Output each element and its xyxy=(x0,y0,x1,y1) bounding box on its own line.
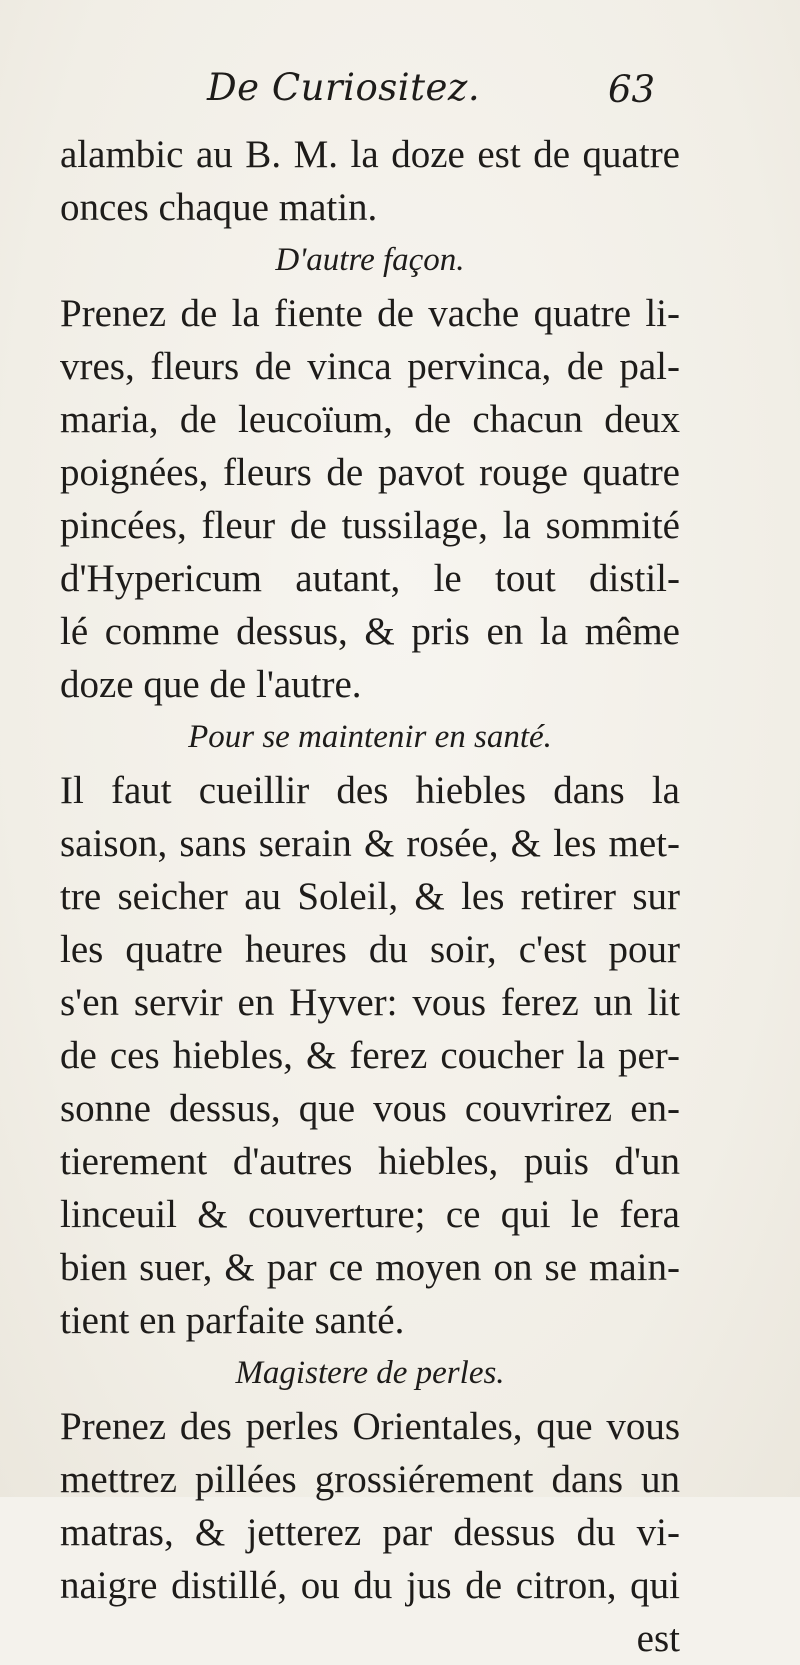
text-line: doze que de l'autre. xyxy=(60,663,362,706)
text-line: alambic au B. M. la doze est de quatre xyxy=(60,133,680,176)
section-heading: Magistere de perles. xyxy=(235,1355,505,1391)
text-line: lé comme dessus, & pris en la même xyxy=(60,610,680,653)
text-line: les quatre heures du soir, c'est pour xyxy=(60,928,680,971)
running-title: De Curiositez. xyxy=(207,66,481,109)
text-line: sonne dessus, que vous couvrirez en- xyxy=(60,1087,680,1130)
text-line: Il faut cueillir des hiebles dans la xyxy=(60,769,680,812)
text-line: vres, fleurs de vinca pervinca, de pal- xyxy=(60,345,680,388)
text-line: poignées, fleurs de pavot rouge quatre xyxy=(60,451,680,494)
text-line: mettrez pillées grossiérement dans un xyxy=(60,1458,680,1501)
text-line: naigre distillé, ou du jus de citron, qui xyxy=(60,1564,680,1607)
text-line: Prenez des perles Orientales, que vous xyxy=(60,1405,680,1448)
text-line: linceuil & couverture; ce qui le fera xyxy=(60,1193,680,1236)
catchword: est xyxy=(636,1617,680,1660)
page-number: 63 xyxy=(608,68,656,111)
body-text xyxy=(60,128,680,1665)
text-line: de ces hiebles, & ferez coucher la per- xyxy=(60,1034,680,1077)
text-line: tre seicher au Soleil, & les retirer sur xyxy=(60,875,680,918)
text-line: pincées, fleur de tussilage, la sommité xyxy=(60,504,680,547)
text-line: maria, de leucoïum, de chacun deux xyxy=(60,398,680,441)
text-line: onces chaque matin. xyxy=(60,186,378,229)
text-line: tient en parfaite santé. xyxy=(60,1299,405,1342)
section-heading: D'autre façon. xyxy=(275,242,465,278)
text-line: saison, sans serain & rosée, & les met- xyxy=(60,822,680,865)
text-line: d'Hypericum autant, le tout distil- xyxy=(60,557,680,600)
text-line: bien suer, & par ce moyen on se main- xyxy=(60,1246,680,1289)
text-line: matras, & jetterez par dessus du vi- xyxy=(60,1511,680,1554)
page-header xyxy=(0,66,800,126)
text-line: tierement d'autres hiebles, puis d'un xyxy=(60,1140,680,1183)
text-line: Prenez de la fiente de vache quatre li- xyxy=(60,292,680,335)
text-line: s'en servir en Hyver: vous ferez un lit xyxy=(60,981,680,1024)
section-heading: Pour se maintenir en santé. xyxy=(188,719,552,755)
